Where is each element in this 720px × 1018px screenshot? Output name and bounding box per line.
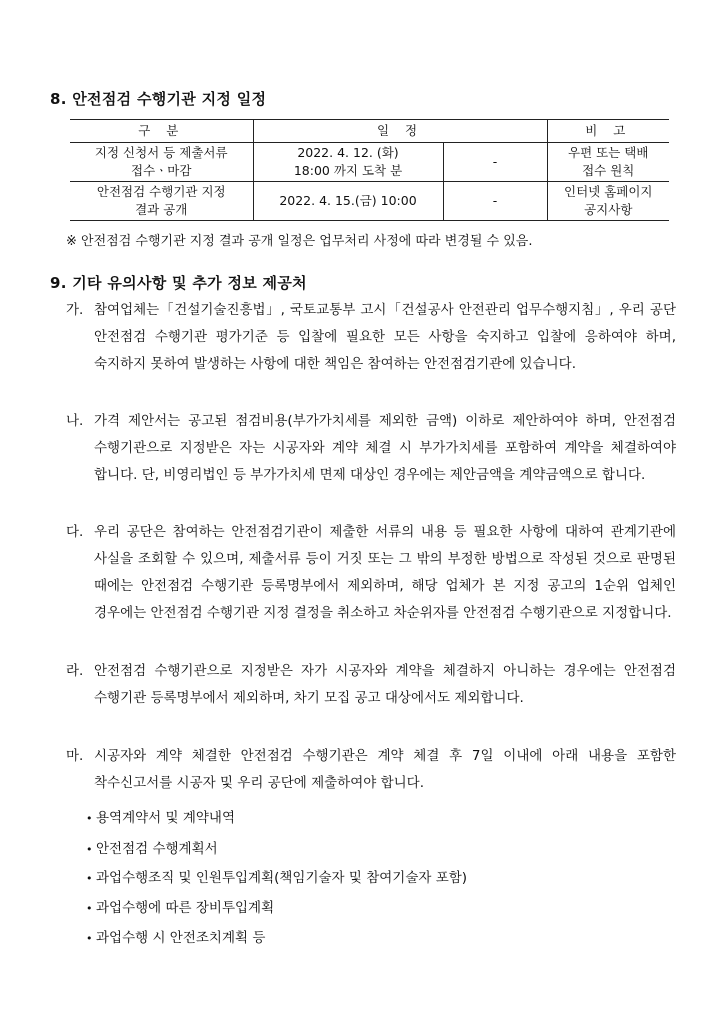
schedule-note: ※ 안전점검 수행기관 지정 결과 공개 일정은 업무처리 사정에 따라 변경될 수 있음.: [66, 234, 533, 249]
header-remark: 비 고: [547, 120, 669, 143]
item-text: 참여업체는「건설기술진흥법」, 국토교통부 고시「건설공사 안전관리 업무수행지침」, 우리 공단 안전점검 수행기관 평가기준 등 입찰에 필요한 모든 사항을 숙지하고 입찰에 응하여야 하며, 숙지하지 못하여 발생하는 사항에 대한 책임은 참여하는 안전점검기관에 있습니다.: [94, 302, 676, 372]
row2-dash: -: [443, 182, 547, 221]
row1-dash: -: [443, 143, 547, 182]
row1-category-line1: 지정 신청서 등 제출서류: [94, 145, 228, 160]
section9-heading: 9. 기타 유의사항 및 추가 정보 제공처: [50, 274, 307, 292]
notice-item-ma: [66, 743, 676, 797]
bullet-icon: •: [86, 812, 93, 825]
item-mark: 마.: [66, 748, 84, 764]
row1-remark: [547, 143, 669, 182]
row1-remark-line1: 우편 또는 택배: [568, 145, 649, 160]
bullet-icon: •: [86, 902, 93, 915]
table-header-row: [70, 120, 669, 143]
list-item: [86, 896, 274, 916]
notice-item-ga: [66, 297, 676, 378]
item-mark: 라.: [66, 663, 84, 679]
row1-category: [70, 143, 253, 182]
item-mark: 가.: [66, 302, 84, 318]
row2-schedule: 2022. 4. 15.(금) 10:00: [253, 182, 443, 221]
row1-schedule-line1: 2022. 4. 12. (화): [297, 145, 399, 160]
row2-category-line1: 안전점검 수행기관 지정: [96, 184, 226, 199]
notice-item-da: [66, 519, 676, 627]
item-text: 안전점검 수행기관으로 지정받은 자가 시공자와 계약을 체결하지 아니하는 경우에는 안전점검 수행기관 등록명부에서 제외하며, 차기 모집 공고 대상에서도 제외합니다.: [94, 663, 676, 706]
row2-category-line2: 결과 공개: [135, 202, 188, 217]
bullet-text: 안전점검 수행계획서: [96, 841, 218, 857]
row1-schedule-line2: 18:00 까지 도착 분: [293, 163, 403, 178]
bullet-text: 용역계약서 및 계약내역: [96, 810, 235, 826]
header-schedule: 일 정: [253, 120, 547, 143]
bullet-icon: •: [86, 872, 93, 885]
row2-category: [70, 182, 253, 221]
notice-item-na: [66, 408, 676, 489]
bullet-text: 과업수행에 따른 장비투입계획: [96, 900, 275, 916]
schedule-table: [70, 119, 669, 221]
item-mark: 다.: [66, 524, 84, 540]
row2-remark-line1: 인터넷 홈페이지: [564, 184, 653, 199]
table-row: [70, 182, 669, 221]
list-item: [86, 806, 235, 826]
notice-item-ra: [66, 658, 676, 712]
header-category: 구 분: [70, 120, 253, 143]
bullet-icon: •: [86, 843, 93, 856]
item-mark: 나.: [66, 413, 84, 429]
item-text: 시공자와 계약 체결한 안전점검 수행기관은 계약 체결 후 7일 이내에 아래 내용을 포함한 착수신고서를 시공자 및 우리 공단에 제출하여야 합니다.: [94, 748, 676, 791]
row2-remark-line2: 공지사항: [584, 202, 633, 217]
list-item: [86, 837, 218, 857]
list-item: [86, 866, 467, 886]
item-text: 가격 제안서는 공고된 점검비용(부가가치세를 제외한 금액) 이하로 제안하여야 하며, 안전점검 수행기관으로 지정받은 자는 시공자와 계약 체결 시 부가가치세를 포함하여 계약을 체결하여야 합니다. 단, 비영리법인 등 부가가치세 면제 대상인 경우에는 제안금액을 계약금액으로 합니다.: [94, 413, 676, 483]
table-row: [70, 143, 669, 182]
bullet-text: 과업수행조직 및 인원투입계획(책임기술자 및 참여기술자 포함): [96, 870, 468, 886]
row1-remark-line2: 접수 원칙: [582, 163, 635, 178]
row1-category-line2: 접수ㆍ마감: [131, 163, 192, 178]
row2-remark: [547, 182, 669, 221]
item-text: 우리 공단은 참여하는 안전점검기관이 제출한 서류의 내용 등 필요한 사항에 대하여 관계기관에 사실을 조회할 수 있으며, 제출서류 등이 거짓 또는 그 밖의 부정한 방법으로 작성된 것으로 판명된 때에는 안전점검 수행기관 등록명부에서 제외하며, 해당 업체가 본 지정 공고의 1순위 업체인 경우에는 안전점검 수행기관 지정 결정을 취소하고 차순위자를 안전점검 수행기관으로 지정합니다.: [94, 524, 676, 621]
list-item: [86, 926, 265, 946]
row1-schedule: [253, 143, 443, 182]
section8-heading: 8. 안전점검 수행기관 지정 일정: [50, 90, 267, 108]
bullet-icon: •: [86, 932, 93, 945]
bullet-text: 과업수행 시 안전조치계획 등: [96, 930, 266, 946]
